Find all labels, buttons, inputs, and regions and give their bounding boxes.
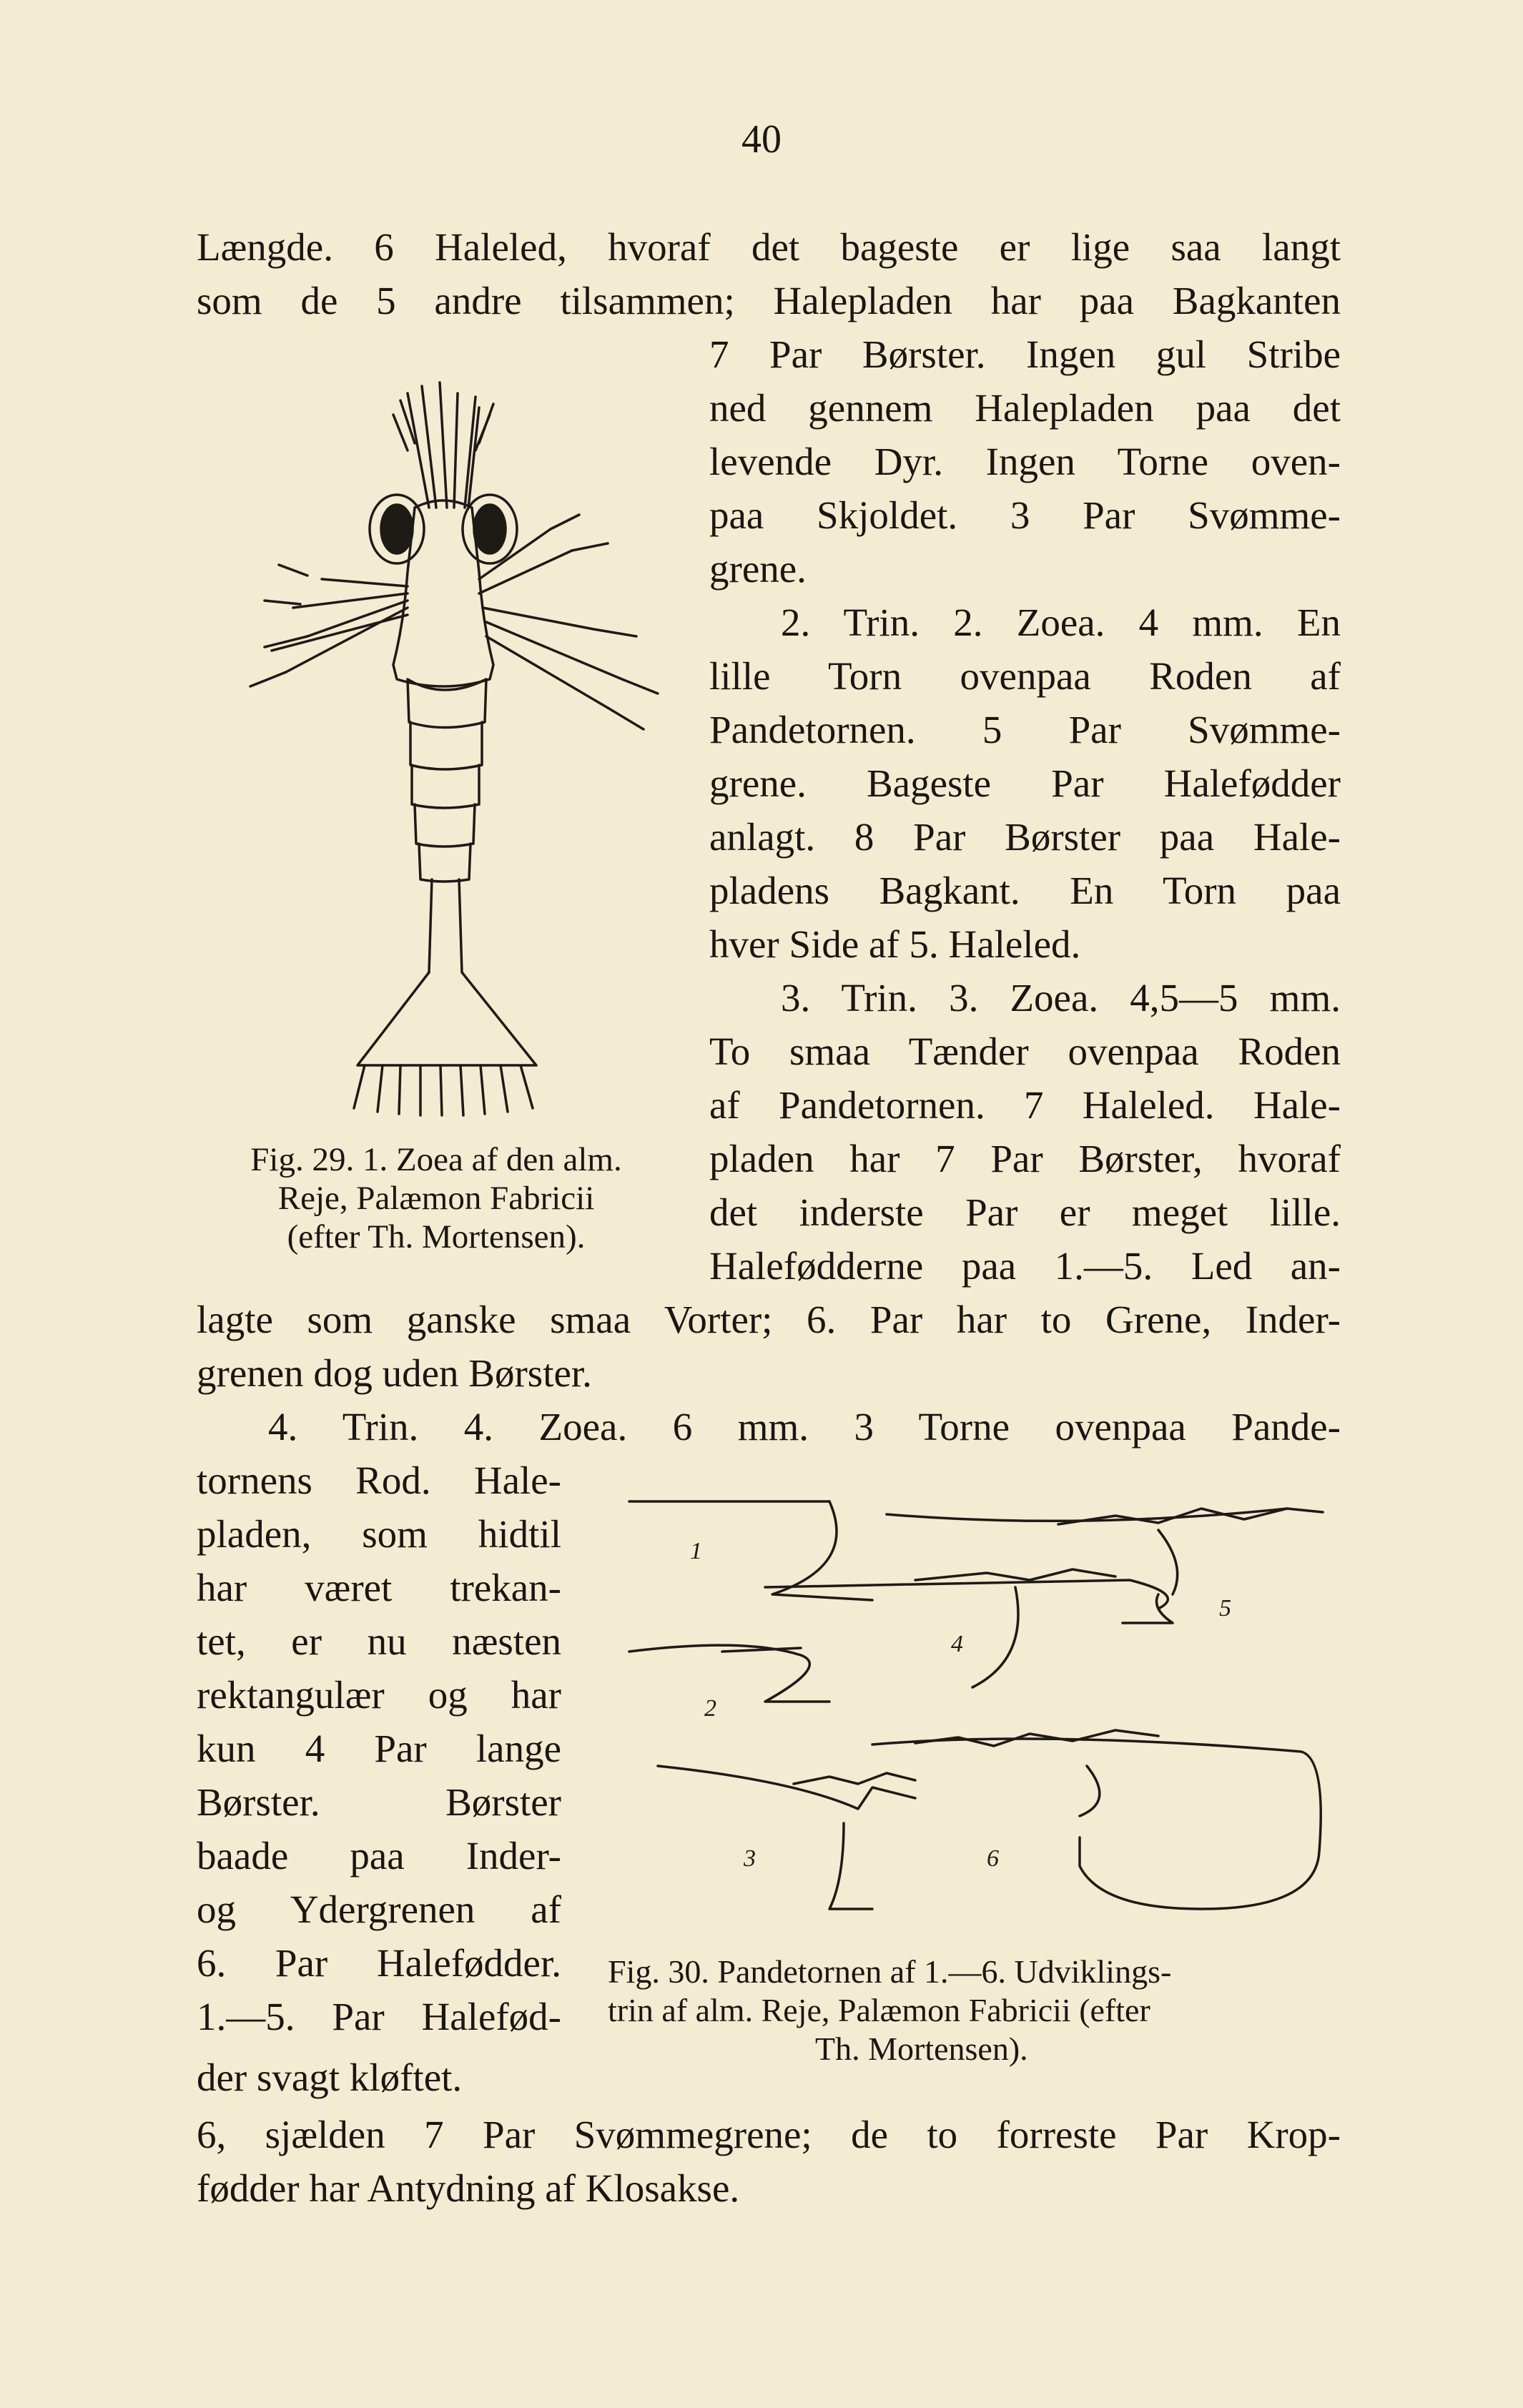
text-line: pladen har 7 Par Børster, hvoraf: [709, 1137, 1341, 1180]
fig30-caption-line: Th. Mortensen).: [815, 2030, 1028, 2067]
fig30-label: 4: [951, 1631, 963, 1657]
text-line: 3. Trin. 3. Zoea. 4,5—5 mm.: [781, 976, 1341, 1020]
text-line: Pandetornen. 5 Par Svømme-: [709, 708, 1341, 751]
fig29-caption-line: Reje, Palæmon Fabricii: [277, 1180, 595, 1217]
text-line: lagte som ganske smaa Vorter; 6. Par har to Grene, Inder-: [197, 1298, 1341, 1341]
text-line: 1.—5. Par Halefød-: [197, 1995, 561, 2038]
text-line: ned gennem Halepladen paa det: [709, 386, 1341, 430]
text-line: tet, er nu næsten: [197, 1619, 561, 1663]
text-line: og Ydergrenen af: [197, 1888, 561, 1931]
fig30-caption-line: trin af alm. Reje, Palæmon Fabricii (efter: [608, 1992, 1150, 2028]
text-line: Børster. Børster: [197, 1780, 561, 1824]
text-line: pladens Bagkant. En Torn paa: [709, 869, 1341, 912]
text-line: 6, sjælden 7 Par Svømmegrene; de to forreste Par Krop-: [197, 2113, 1341, 2156]
fig30-label: 5: [1219, 1595, 1231, 1622]
fig30-label: 3: [744, 1845, 756, 1872]
text-line: Længde. 6 Haleled, hvoraf det bageste er lige saa langt: [197, 225, 1341, 269]
text-line: der svagt kløftet.: [197, 2056, 463, 2099]
text-line: levende Dyr. Ingen Torne oven-: [709, 440, 1341, 483]
text-line: Halefødderne paa 1.—5. Led an-: [709, 1244, 1341, 1288]
fig30-label: 6: [987, 1845, 999, 1872]
text-line: anlagt. 8 Par Børster paa Hale-: [709, 815, 1341, 859]
text-line: grene.: [709, 547, 807, 591]
text-line: pladen, som hidtil: [197, 1512, 561, 1556]
text-line: hver Side af 5. Haleled.: [709, 922, 1081, 966]
text-line: rektangulær og har: [197, 1673, 561, 1717]
text-line: 7 Par Børster. Ingen gul Stribe: [709, 332, 1341, 376]
text-line: paa Skjoldet. 3 Par Svømme-: [709, 493, 1341, 537]
fig29-zoea-illustration: [193, 365, 694, 1137]
page-number: 40: [741, 117, 782, 162]
text-line: fødder har Antydning af Klosakse.: [197, 2166, 740, 2210]
text-line: lille Torn ovenpaa Roden af: [709, 654, 1341, 698]
fig29-caption-line: Fig. 29. 1. Zoea af den alm.: [250, 1141, 622, 1178]
text-line: grenen dog uden Børster.: [197, 1351, 592, 1395]
text-line: som de 5 andre tilsammen; Halepladen har paa Bagkanten: [197, 279, 1341, 322]
text-line: har været trekan-: [197, 1566, 561, 1609]
text-line: baade paa Inder-: [197, 1834, 561, 1877]
text-line: 2. Trin. 2. Zoea. 4 mm. En: [781, 601, 1341, 644]
fig30-label: 2: [704, 1695, 716, 1722]
text-line: 6. Par Halefødder.: [197, 1941, 561, 1985]
fig29-caption-line: (efter Th. Mortensen).: [287, 1218, 586, 1255]
fig30-caption-line: Fig. 30. Pandetornen af 1.—6. Udviklings-: [608, 1953, 1172, 1990]
text-line: det inderste Par er meget lille.: [709, 1190, 1341, 1234]
text-line: tornens Rod. Hale-: [197, 1459, 561, 1502]
text-line: grene. Bageste Par Halefødder: [709, 761, 1341, 805]
fig30-frontal-spines-illustration: [615, 1480, 1337, 1938]
text-line: af Pandetornen. 7 Haleled. Hale-: [709, 1083, 1341, 1127]
text-line: To smaa Tænder ovenpaa Roden: [709, 1030, 1341, 1073]
text-line: 4. Trin. 4. Zoea. 6 mm. 3 Torne ovenpaa Pande-: [268, 1405, 1341, 1449]
fig30-label: 1: [690, 1538, 702, 1564]
text-line: kun 4 Par lange: [197, 1727, 561, 1770]
